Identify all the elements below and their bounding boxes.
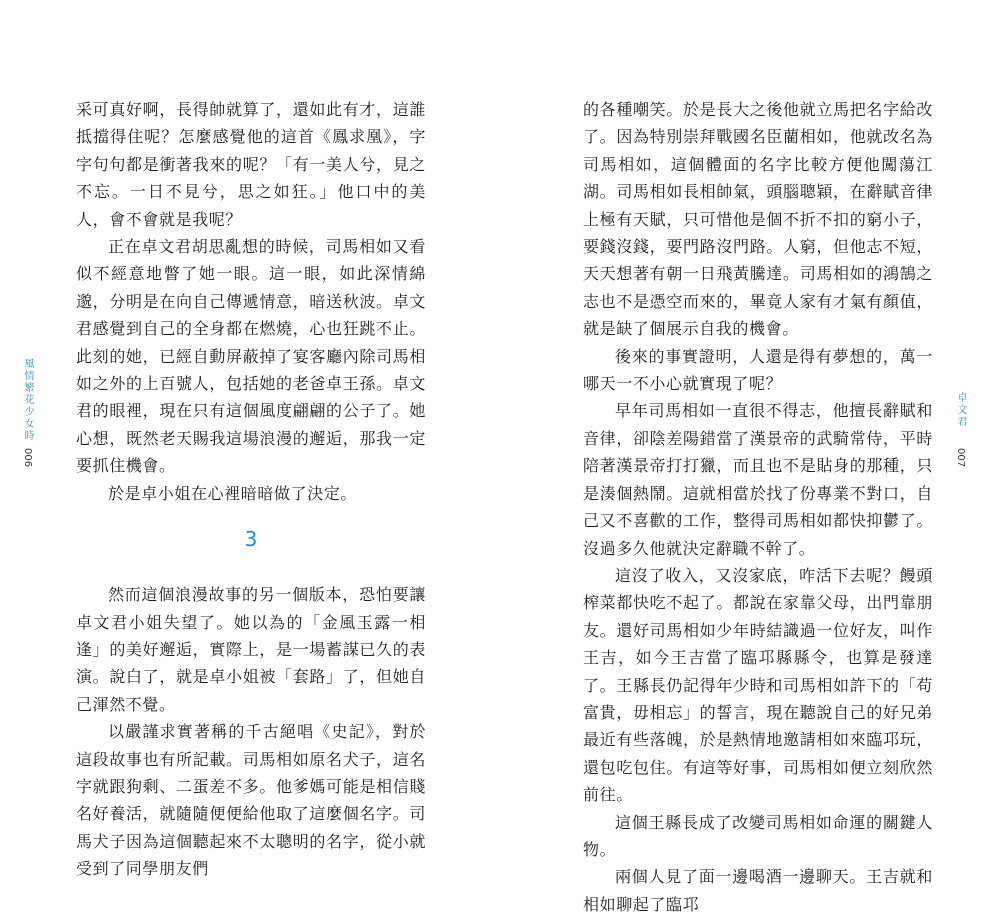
page-number-left: 006 [22,448,33,468]
paragraph: 於是卓小姐在心裡暗暗做了決定。 [108,483,358,503]
left-page [76,96,426,883]
paragraph: 然而這個浪漫故事的另一個版本，恐怕要讓卓文君小姐失望了。她以為的「金風玉露一相逢」的美好邂逅，實際上，是一場蓄謀已久的表演。說白了，就是卓小姐被「套路」了，但她自己渾然不覺。 [76,585,426,714]
page-number-right: 007 [955,448,966,468]
paragraph: 采可真好啊，長得帥就算了，還如此有才，這誰抵擋得住呢？怎麼感覺他的這首《鳳求凰》，字字句句都是衝著我來的呢？「有一美人兮，見之不忘。一日不見兮，思之如狂。」他口中的美人，會不會就是我呢？ [76,100,426,229]
right-page [583,96,933,918]
paragraph: 兩個人見了面一邊喝酒一邊聊天。王吉就和相如聊起了臨邛 [583,867,933,914]
running-title-right: 卓文君 [955,392,966,428]
chapter-number: 3 [244,527,258,552]
paragraph: 後來的事實證明，人還是得有夢想的，萬一哪天一不小心就實現了呢？ [583,346,933,394]
paragraph: 的各種嘲笑。於是長大之後他就立馬把名字給改了。因為特別崇拜戰國名臣藺相如，他就改名為司馬相如，這個體面的名字比較方便他闖蕩江湖。司馬相如長相帥氣，頭腦聰穎，在辭賦音律上極有天賦，只可惜他是個不折不扣的窮小子，要錢沒錢，要門路沒門路。人窮，但他志不短，天天想著有朝一日飛黃騰達。司馬相如的鴻鵠之志也不是憑空而來的，畢竟人家有才氣有顏值，就是缺了個展示自我的機會。 [583,100,933,339]
paragraph: 早年司馬相如一直很不得志，他擅長辭賦和音律，卻陰差陽錯當了漢景帝的武騎常侍，平時陪著漢景帝打打獵，而且也不是貼身的那種，只是湊個熱鬧。這就相當於找了份專業不對口，自己又不喜歡的工作，整得司馬相如都快抑鬱了。沒過多久他就決定辭職不幹了。 [583,401,933,558]
paragraph: 正在卓文君胡思亂想的時候，司馬相如又看似不經意地瞥了她一眼。這一眼，如此深情綿邈，分明是在向自己傳遞情意，暗送秋波。卓文君感覺到自己的全身都在燃燒，心也狂跳不止。此刻的她，已經自動屏蔽掉了宴客廳內除司馬相如之外的上百號人，包括她的老爸卓王孫。卓文君的眼裡，現在只有這個風度翩翩的公子了。她心想，既然老天賜我這場浪漫的邂逅，那我一定要抓住機會。 [76,237,426,476]
paragraph: 這個王縣長成了改變司馬相如命運的關鍵人物。 [583,812,933,859]
paragraph: 以嚴謹求實著稱的千古絕唱《史記》，對於這段故事也有所記載。司馬相如原名犬子，這名字就跟狗剩、二蛋差不多。他爹媽可能是相信賤名好養活，就隨隨便便給他取了這麼個名字。司馬犬子因為這個聽起來不太聰明的名字，從小就受到了同學朋友們 [76,722,426,879]
paragraph: 這沒了收入，又沒家底，咋活下去呢？饅頭榨菜都快吃不起了。都說在家靠父母，出門靠朋友。還好司馬相如少年時結識過一位好友，叫作王吉，如今王吉當了臨邛縣縣令，也算是發達了。王縣長仍記得年少時和司馬相如許下的「苟富貴，毋相忘」的誓言，現在聽說自己的好兄弟最近有些落魄，於是熱情地邀請相如來臨邛玩，還包吃包住。有這等好事，司馬相如便立刻欣然前往。 [583,565,933,805]
running-title-left: 風情繁花少女時 [22,358,33,442]
